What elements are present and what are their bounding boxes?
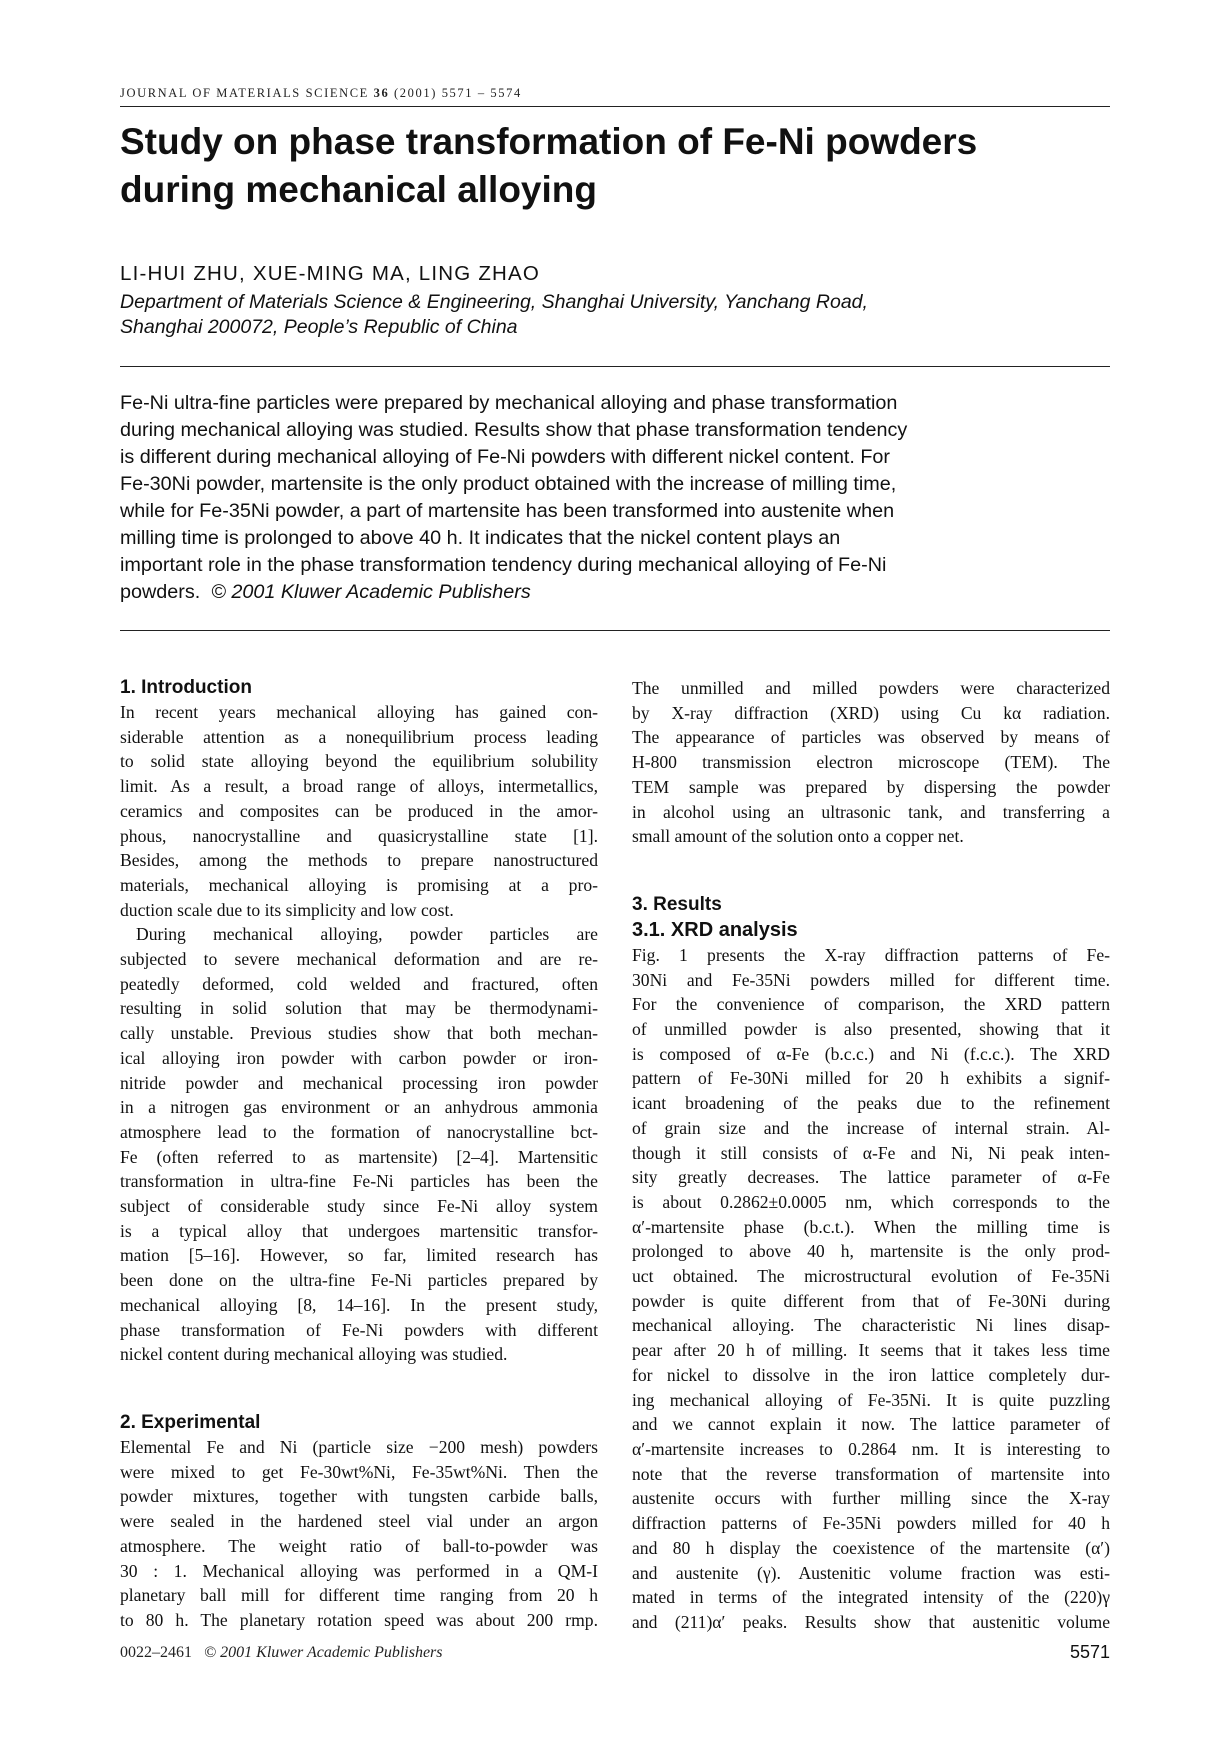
running-head xyxy=(120,86,1110,101)
title-line-1: Study on phase transformation of Fe-Ni powders xyxy=(120,121,978,162)
section-heading-experimental: 2. Experimental xyxy=(120,1411,261,1433)
text-line: were sealed in the hardened steel vial under an argon xyxy=(120,1511,598,1532)
text-line: pear after 20 h of milling. It seems that it takes less time xyxy=(632,1340,1110,1361)
section-heading-results: 3. Results xyxy=(632,893,722,915)
experimental-paragraph-1 xyxy=(120,1435,598,1633)
abstract-line: Fe-Ni ultra-fine particles were prepared by mechanical alloying and phase transformation xyxy=(120,392,898,414)
text-line: atmosphere. The weight ratio of ball-to-powder was xyxy=(120,1535,598,1556)
journal-volume: 36 xyxy=(373,86,390,100)
spacer xyxy=(120,1367,598,1411)
footer-copyright: © 2001 Kluwer Academic Publishers xyxy=(204,1644,443,1661)
spacer xyxy=(632,849,1110,893)
text-line: cally unstable. Previous studies show that both mechan- xyxy=(120,1023,598,1044)
text-line: phase transformation of Fe-Ni powders with different xyxy=(120,1319,598,1340)
abstract-line: during mechanical alloying was studied. Results show that phase transformation tendency xyxy=(120,419,908,441)
text-line: planetary ball mill for different time ranging from 20 h xyxy=(120,1585,598,1606)
abstract-last-line xyxy=(120,579,1110,606)
affiliation-line-1: Department of Materials Science & Engineering, Shanghai University, Yanchang Road, xyxy=(120,291,868,313)
text-line: is composed of α-Fe (b.c.c.) and Ni (f.c.c.). The XRD xyxy=(632,1043,1110,1064)
affiliation-line-2: Shanghai 200072, People’s Republic of China xyxy=(120,316,518,338)
text-line: atmosphere lead to the formation of nanocrystalline bct- xyxy=(120,1121,598,1142)
text-line: Fe (often referred to as martensite) [2–4]. Martensitic xyxy=(120,1146,598,1167)
text-line: duction scale due to its simplicity and low cost. xyxy=(120,899,454,920)
text-line: were mixed to get Fe-30wt%Ni, Fe-35wt%Ni. Then the xyxy=(120,1461,598,1482)
authors: LI-HUI ZHU, XUE-MING MA, LING ZHAO xyxy=(120,262,541,285)
text-line: materials, mechanical alloying is promising at a pro- xyxy=(120,874,598,895)
text-line: though it still consists of α-Fe and Ni, Ni peak inten- xyxy=(632,1142,1110,1163)
text-line: in a nitrogen gas environment or an anhydrous ammonia xyxy=(120,1097,598,1118)
text-line: austenite occurs with further milling since the X-ray xyxy=(632,1488,1110,1509)
text-line: pattern of Fe-30Ni milled for 20 h exhibits a signif- xyxy=(632,1068,1110,1089)
text-line: Elemental Fe and Ni (particle size −200 mesh) powders xyxy=(120,1436,598,1457)
text-line: prolonged to above 40 h, martensite is the only prod- xyxy=(632,1241,1110,1262)
abstract-line: while for Fe-35Ni powder, a part of martensite has been transformed into austenite when xyxy=(120,500,895,522)
text-line: ing mechanical alloying of Fe-35Ni. It is quite puzzling xyxy=(632,1389,1110,1410)
text-line: and we cannot explain it now. The lattice parameter of xyxy=(632,1414,1110,1435)
text-line: note that the reverse transformation of martensite into xyxy=(632,1463,1110,1484)
text-line: nitride powder and mechanical processing iron powder xyxy=(120,1072,598,1093)
abstract-line: Fe-30Ni powder, martensite is the only product obtained with the increase of milling time, xyxy=(120,473,897,495)
title-line-2: during mechanical alloying xyxy=(120,169,597,210)
text-line: Fig. 1 presents the X-ray diffraction patterns of Fe- xyxy=(632,944,1110,965)
text-line: is a typical alloy that undergoes martensitic transfor- xyxy=(120,1220,598,1241)
text-line: of grain size and the increase of internal strain. Al- xyxy=(632,1117,1110,1138)
text-line: α′-martensite phase (b.c.t.). When the milling time is xyxy=(632,1216,1110,1237)
abstract-line: important role in the phase transformation tendency during mechanical alloying of Fe-Ni xyxy=(120,554,887,576)
text-line: subjected to severe mechanical deformation and are re- xyxy=(120,949,598,970)
text-line: mated in terms of the integrated intensity of the (220)γ xyxy=(632,1587,1110,1608)
abstract-last-words: powders. xyxy=(120,581,201,603)
text-line: In recent years mechanical alloying has gained con- xyxy=(120,702,598,722)
text-line: The appearance of particles was observed by means of xyxy=(632,727,1110,748)
text-line: powder is quite different from that of Fe-30Ni during xyxy=(632,1290,1110,1311)
abstract-line: milling time is prolonged to above 40 h. It indicates that the nickel content plays an xyxy=(120,527,841,549)
text-line: α′-martensite increases to 0.2864 nm. It is interesting to xyxy=(632,1438,1110,1459)
text-line: subject of considerable study since Fe-Ni alloy system xyxy=(120,1196,598,1217)
text-line: siderable attention as a nonequilibrium process leading xyxy=(120,726,598,747)
text-line: 30 : 1. Mechanical alloying was performed in a QM-I xyxy=(120,1560,598,1581)
text-line: diffraction patterns of Fe-35Ni powders milled for 40 h xyxy=(632,1513,1110,1534)
subsection-heading-xrd: 3.1. XRD analysis xyxy=(632,918,798,941)
text-line: limit. As a result, a broad range of alloys, intermetallics, xyxy=(120,776,598,797)
xrd-paragraph xyxy=(632,943,1110,1635)
intro-paragraph-1 xyxy=(120,700,598,922)
text-line: in alcohol using an ultrasonic tank, and transferring a xyxy=(632,801,1110,822)
text-line: sity greatly decreases. The lattice parameter of α-Fe xyxy=(632,1167,1110,1188)
left-column xyxy=(120,676,598,1633)
text-line: H-800 transmission electron microscope (TEM). The xyxy=(632,752,1110,773)
text-line: TEM sample was prepared by dispersing the powder xyxy=(632,776,1110,797)
article-title xyxy=(120,118,1110,214)
journal-year-pages: (2001) 5571 – 5574 xyxy=(394,86,522,100)
text-line: to 80 h. The planetary rotation speed was about 200 rmp. xyxy=(120,1609,598,1630)
text-line: mechanical alloying. The characteristic Ni lines disap- xyxy=(632,1315,1110,1336)
abstract-bottom-rule xyxy=(120,630,1110,631)
text-line: uct obtained. The microstructural evolution of Fe-35Ni xyxy=(632,1266,1110,1287)
intro-paragraph-2 xyxy=(120,922,598,1367)
text-line: Besides, among the methods to prepare nanostructured xyxy=(120,850,598,871)
header-rule xyxy=(120,106,1110,107)
text-line: of unmilled powder is also presented, showing that it xyxy=(632,1019,1110,1040)
page-number: 5571 xyxy=(1069,1642,1110,1662)
text-line: 30Ni and Fe-35Ni powders milled for different time. xyxy=(632,969,1110,990)
text-line: phous, nanocrystalline and quasicrystalline state [1]. xyxy=(120,825,598,846)
text-line: During mechanical alloying, powder particles are xyxy=(136,924,598,945)
text-line: to solid state alloying beyond the equilibrium solubility xyxy=(120,751,598,772)
experimental-paragraph-2 xyxy=(632,676,1110,849)
text-line: by X-ray diffraction (XRD) using Cu kα radiation. xyxy=(632,702,1110,723)
text-line: and austenite (γ). Austenitic volume fraction was esti- xyxy=(632,1562,1110,1583)
text-line: ceramics and composites can be produced in the amor- xyxy=(120,800,598,821)
text-line: ical alloying iron powder with carbon powder or iron- xyxy=(120,1047,598,1068)
abstract xyxy=(120,390,1110,606)
text-line: resulting in solid solution that may be thermodynami- xyxy=(120,998,598,1019)
footer-left xyxy=(120,1644,443,1662)
text-line: and 80 h display the coexistence of the martensite (α′) xyxy=(632,1537,1110,1558)
abstract-copyright: © 2001 Kluwer Academic Publishers xyxy=(211,581,531,603)
text-line: icant broadening of the peaks due to the refinement xyxy=(632,1093,1110,1114)
text-line: for nickel to dissolve in the iron lattice completely dur- xyxy=(632,1364,1110,1385)
journal-name: JOURNAL OF MATERIALS SCIENCE xyxy=(120,86,369,100)
text-line: and (211)α′ peaks. Results show that austenitic volume xyxy=(632,1611,1110,1632)
text-line: mation [5–16]. However, so far, limited research has xyxy=(120,1245,598,1266)
text-line: mechanical alloying [8, 14–16]. In the present study, xyxy=(120,1294,598,1315)
abstract-line: is different during mechanical alloying of Fe-Ni powders with different nickel content. For xyxy=(120,446,891,468)
text-line: For the convenience of comparison, the XRD pattern xyxy=(632,994,1110,1015)
section-heading-introduction: 1. Introduction xyxy=(120,677,252,698)
right-column xyxy=(632,676,1110,1635)
text-line: powder mixtures, together with tungsten carbide balls, xyxy=(120,1486,598,1507)
text-line: transformation in ultra-fine Fe-Ni particles has been the xyxy=(120,1171,598,1192)
affiliation xyxy=(120,290,1110,340)
abstract-top-rule xyxy=(120,366,1110,367)
text-line: small amount of the solution onto a copper net. xyxy=(632,826,964,847)
text-line: is about 0.2862±0.0005 nm, which corresponds to the xyxy=(632,1191,1110,1212)
text-line: The unmilled and milled powders were characterized xyxy=(632,678,1110,698)
text-line: peatedly deformed, cold welded and fractured, often xyxy=(120,973,598,994)
text-line: been done on the ultra-fine Fe-Ni particles prepared by xyxy=(120,1270,598,1291)
text-line: nickel content during mechanical alloying was studied. xyxy=(120,1344,508,1365)
issn: 0022–2461 xyxy=(120,1644,192,1661)
